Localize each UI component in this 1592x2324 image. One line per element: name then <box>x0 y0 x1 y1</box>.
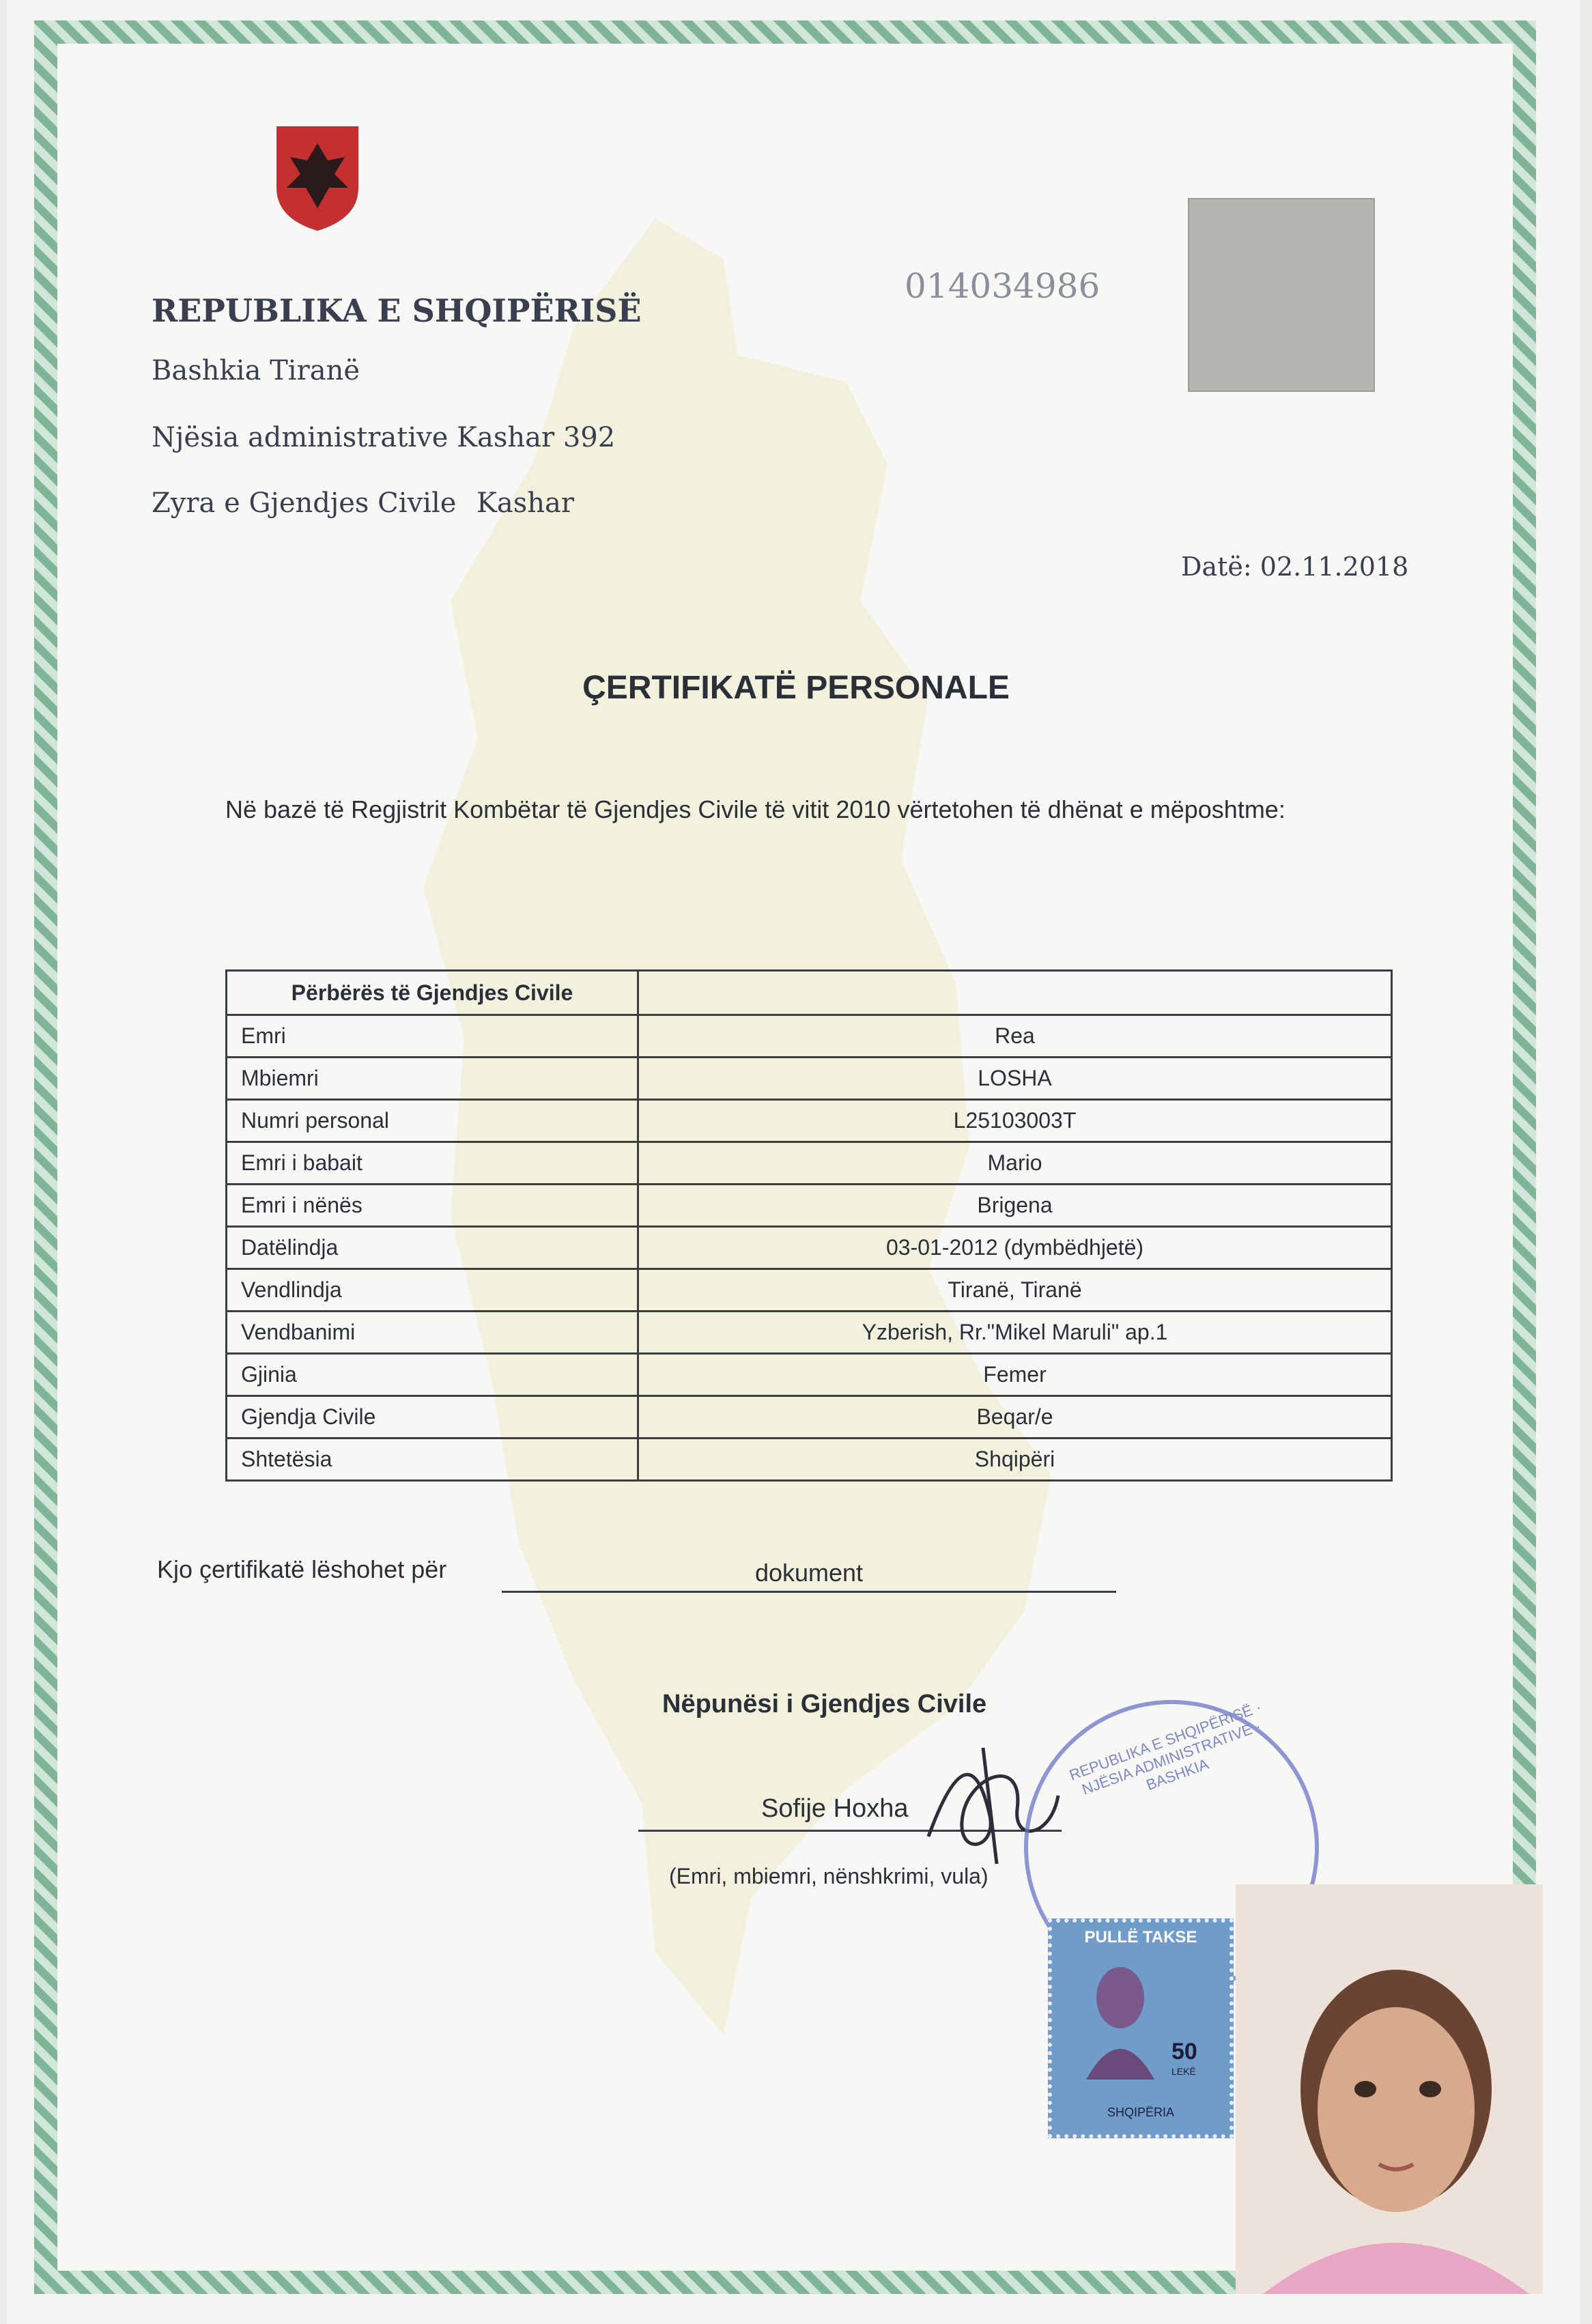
table-row <box>227 1396 1392 1439</box>
row-label: Mbiemri <box>227 1058 638 1100</box>
table-row <box>227 1269 1392 1312</box>
table-row <box>227 1058 1392 1100</box>
table-row <box>227 1015 1392 1058</box>
signature-note: (Emri, mbiemri, nënshkrimi, vula) <box>669 1864 989 1888</box>
applicant-photo <box>1236 1884 1543 2294</box>
row-label: Vendbanimi <box>227 1312 638 1354</box>
office-label: Zyra e Gjendjes Civile <box>152 487 457 519</box>
row-label: Numri personal <box>227 1100 638 1142</box>
child-portrait-icon <box>1236 1884 1543 2294</box>
row-value: Tiranë, Tiranë <box>638 1269 1392 1312</box>
issued-for-value: dokument <box>754 1559 864 1587</box>
row-label: Emri <box>227 1015 638 1058</box>
admin-unit-line: Njësia administrative Kashar 392 <box>152 422 616 453</box>
table-header-row <box>227 971 1392 1015</box>
row-label: Datëlindja <box>227 1227 638 1269</box>
civil-status-table <box>225 969 1393 1482</box>
portrait-engraving-icon <box>1079 1957 1161 2080</box>
issue-date: Datë: 02.11.2018 <box>1181 552 1409 582</box>
table-row <box>227 1312 1392 1354</box>
row-label: Gjendja Civile <box>227 1396 638 1439</box>
row-label: Emri i nënës <box>227 1185 638 1227</box>
tax-stamp-unit: LEKË <box>1171 2066 1196 2077</box>
table-row <box>227 1185 1392 1227</box>
tax-stamp-country: SHQIPËRIA <box>1107 2106 1175 2119</box>
row-value: Shqipëri <box>638 1439 1392 1481</box>
row-value: Yzberish, Rr."Mikel Maruli" ap.1 <box>638 1312 1392 1354</box>
row-label: Gjinia <box>227 1354 638 1396</box>
intro-text: Në bazë të Regjistrit Kombëtar të Gjendjes Civile të vitit 2010 vërtetohen të dhënat e mëposhtme: <box>225 795 1285 823</box>
seal-ring-text: REPUBLIKA E SHQIPËRISË · NJËSIA ADMINISTRATIVE · BASHKIA <box>1067 1698 1264 1798</box>
photo-placeholder <box>1188 198 1375 392</box>
official-name: Sofije Hoxha <box>761 1794 909 1823</box>
row-value: L25103003T <box>638 1100 1392 1142</box>
table-row <box>227 1100 1392 1142</box>
document-title: ÇERTIFIKATË PERSONALE <box>582 670 1010 706</box>
office-value: Kashar <box>477 487 574 519</box>
row-value: Mario <box>638 1142 1392 1185</box>
municipality-line: Bashkia Tiranë <box>152 355 360 386</box>
table-header-cell: Përbërës të Gjendjes Civile <box>227 971 638 1015</box>
row-value: 03-01-2012 (dymbëdhjetë) <box>638 1227 1392 1269</box>
row-value: Rea <box>638 1015 1392 1058</box>
tax-stamp-value: 50 <box>1171 2039 1197 2065</box>
row-label: Vendlindja <box>227 1269 638 1312</box>
tax-stamp-label: PULLË TAKSE <box>1084 1928 1197 1946</box>
table-row <box>227 1227 1392 1269</box>
row-label: Emri i babait <box>227 1142 638 1185</box>
republic-heading: REPUBLIKA E SHQIPËRISË <box>152 292 642 329</box>
table-row <box>227 1354 1392 1396</box>
tax-stamp <box>1048 1918 1234 2138</box>
row-value: Femer <box>638 1354 1392 1396</box>
row-label: Shtetësia <box>227 1439 638 1481</box>
row-value: Brigena <box>638 1185 1392 1227</box>
table-row <box>227 1142 1392 1185</box>
serial-number: 014034986 <box>905 266 1100 306</box>
issued-for-label: Kjo çertifikatë lëshohet për <box>157 1555 447 1583</box>
table-header-empty <box>638 971 1392 1015</box>
table-row <box>227 1439 1392 1481</box>
row-value: Beqar/e <box>638 1396 1392 1439</box>
row-value: LOSHA <box>638 1058 1392 1100</box>
albanian-emblem-icon <box>273 123 362 232</box>
official-title: Nëpunësi i Gjendjes Civile <box>662 1690 987 1718</box>
issued-for-underline <box>502 1591 1116 1593</box>
